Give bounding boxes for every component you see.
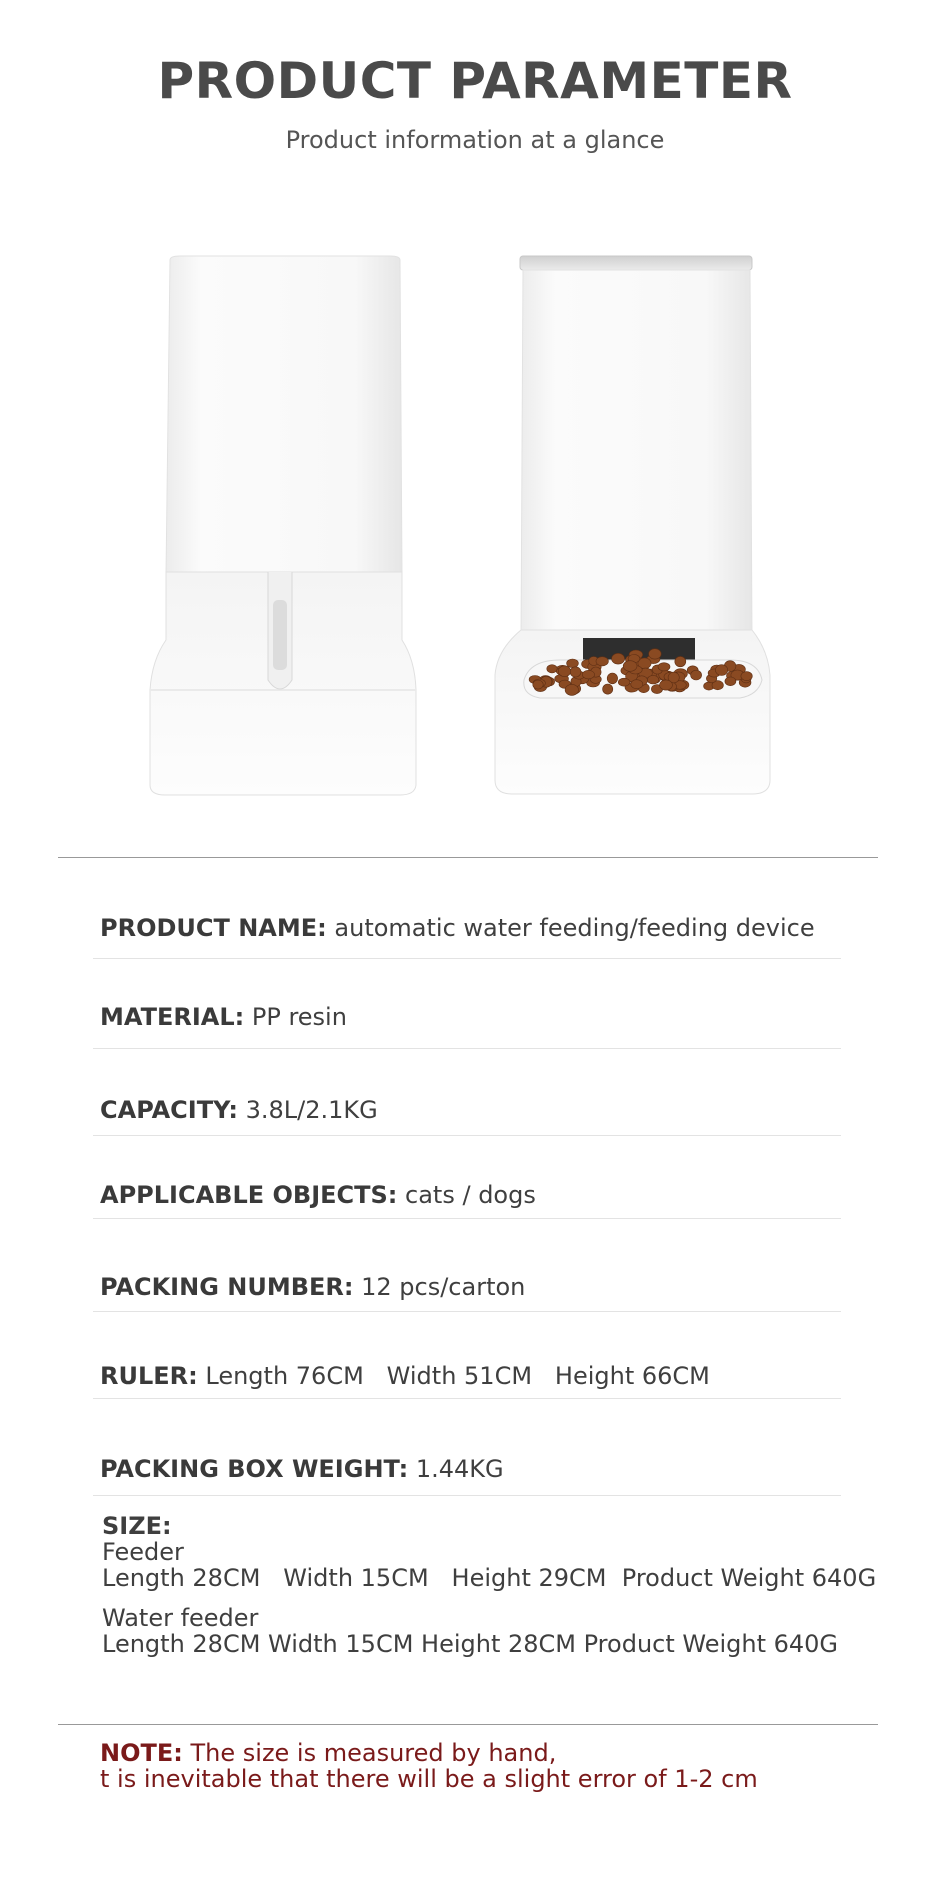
row-divider [93, 1135, 841, 1136]
spec-label: MATERIAL: [100, 1003, 245, 1031]
spec-value: Length 76CM Width 51CM Height 66CM [205, 1362, 710, 1390]
kibble-piece [623, 661, 637, 672]
spec-value: 1.44KG [415, 1455, 504, 1483]
food-feeder-image [495, 256, 770, 794]
spec-row-packing-number [100, 1273, 525, 1301]
spec-label: PACKING BOX WEIGHT: [100, 1455, 409, 1483]
section-divider [58, 1724, 878, 1725]
page-title: PRODUCT PARAMETER [157, 52, 793, 110]
kibble-piece [649, 649, 662, 659]
spec-value: 12 pcs/carton [361, 1273, 526, 1301]
kibble-piece [647, 675, 658, 684]
kibble-piece [558, 666, 570, 677]
spec-value: PP resin [251, 1003, 347, 1031]
spec-label: APPLICABLE OBJECTS: [100, 1181, 398, 1209]
spec-value: automatic water feeding/feeding device [334, 914, 815, 942]
kibble-piece [618, 678, 630, 686]
kibble-piece [660, 680, 673, 690]
spec-row-packing-box-weight [100, 1455, 504, 1483]
kibble-piece [596, 657, 608, 666]
feeder-dimensions: Length 28CM Width 15CM Height 29CM Product Weight 640G [102, 1564, 877, 1592]
kibble-piece [691, 670, 702, 680]
kibble-piece [567, 659, 579, 668]
kibble-piece [658, 663, 670, 671]
kibble-piece [741, 672, 752, 681]
water-feeder-title: Water feeder [102, 1604, 259, 1632]
feeder-title: Feeder [102, 1538, 184, 1566]
row-divider [93, 958, 841, 959]
kibble-piece [716, 665, 728, 676]
row-divider [93, 1398, 841, 1399]
kibble-piece [607, 673, 617, 684]
size-label: SIZE: [102, 1512, 172, 1540]
kibble-piece [533, 680, 543, 689]
row-divider [93, 1048, 841, 1049]
spec-row-material [100, 1003, 347, 1031]
row-divider [93, 1495, 841, 1496]
kibble-piece [565, 684, 578, 695]
product-images [0, 220, 950, 820]
kibble-piece [725, 677, 736, 686]
spec-row-capacity [100, 1096, 378, 1124]
kibble-piece [612, 653, 625, 664]
kibble-piece [631, 680, 643, 689]
spec-label: CAPACITY: [100, 1096, 238, 1124]
spec-row-product-name [100, 914, 815, 942]
kibble-piece [547, 665, 557, 673]
row-divider [93, 1218, 841, 1219]
spec-label: PRODUCT NAME: [100, 914, 327, 942]
kibble-piece [603, 684, 613, 694]
note-line-1: The size is measured by hand, [190, 1739, 557, 1767]
note-section [100, 1740, 758, 1792]
note-line-2: t is inevitable that there will be a slight error of 1-2 cm [100, 1765, 758, 1793]
water-feeder-dimensions: Length 28CM Width 15CM Height 28CM Product Weight 640G [102, 1630, 839, 1658]
page-subtitle: Product information at a glance [285, 126, 665, 154]
section-divider [58, 857, 878, 858]
spec-value: cats / dogs [405, 1181, 536, 1209]
water-feeder-image [150, 256, 416, 795]
row-divider [93, 1311, 841, 1312]
spec-row-applicable-objects [100, 1181, 536, 1209]
kibble-piece [570, 667, 581, 677]
spec-value: 3.8L/2.1KG [245, 1096, 378, 1124]
spec-label: PACKING NUMBER: [100, 1273, 354, 1301]
kibble-piece [675, 656, 686, 666]
note-label: NOTE: [100, 1739, 183, 1767]
spec-row-ruler [100, 1362, 710, 1390]
kibble-piece [582, 670, 594, 679]
spec-label: RULER: [100, 1362, 198, 1390]
size-section [102, 1513, 876, 1657]
